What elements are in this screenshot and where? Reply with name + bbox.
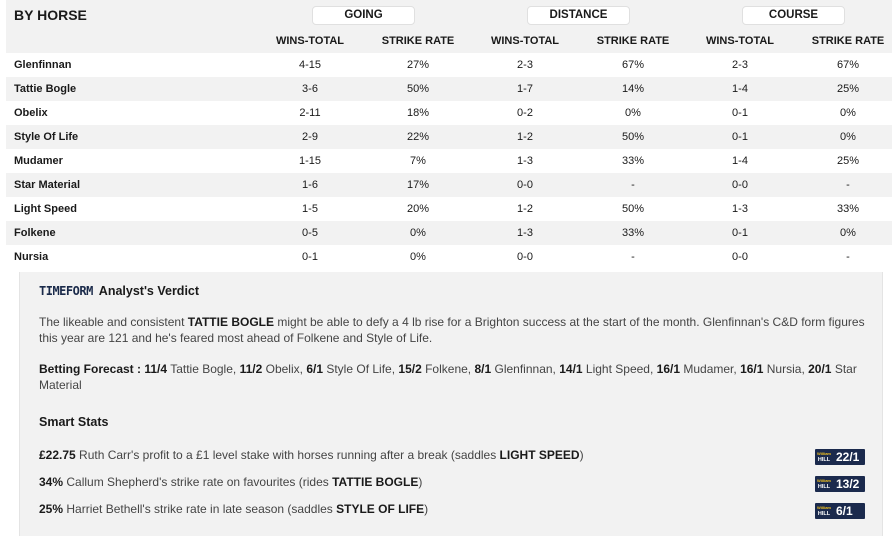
- verdict-text: The likeable and consistent TATTIE BOGLE might be able to defy a 4 lb rise for a Brighton success at the start of the month. Glenfinnan's C&D form figures this year are 121 and he's feared most ahead of Folkene and Style of Life.: [39, 315, 865, 345]
- table-row: [6, 125, 892, 149]
- smart-stat: 34% Callum Shepherd's strike rate on favourites (rides TATTIE BOGLE): [39, 475, 423, 489]
- table-cell: 0-0: [732, 251, 748, 263]
- table-row: [6, 173, 892, 197]
- table-cell: 33%: [621, 227, 645, 239]
- group-going: GOING: [312, 6, 415, 25]
- table-cell: 1-2: [517, 203, 533, 215]
- table-cell: 67%: [621, 59, 645, 71]
- table-cell: -: [846, 251, 850, 263]
- stat-horse: STYLE OF LIFE: [336, 502, 425, 516]
- table-row: [6, 149, 892, 173]
- table-cell: 0-5: [302, 227, 318, 239]
- table-cell: 0%: [625, 107, 641, 119]
- table-cell: 0%: [410, 227, 426, 239]
- col-going-wins: WINS-TOTAL: [275, 35, 345, 47]
- odds-value: 13/2: [836, 477, 860, 491]
- table-cell: 67%: [836, 59, 860, 71]
- horse-name[interactable]: Tattie Bogle: [14, 83, 77, 95]
- table-cell: 3-6: [302, 83, 318, 95]
- table-cell: 50%: [621, 203, 645, 215]
- table-cell: 1-3: [517, 155, 533, 167]
- table-cell: 14%: [621, 83, 645, 95]
- william-hill-logo-icon: William HILL: [817, 451, 831, 463]
- stat-value: 34%: [39, 475, 64, 489]
- odds-value: 22/1: [836, 450, 860, 464]
- william-hill-logo-icon: William HILL: [817, 478, 831, 490]
- table-cell: 18%: [406, 107, 430, 119]
- table-cell: 1-2: [517, 131, 533, 143]
- forecast-odds: 14/1: [559, 362, 583, 376]
- table-cell: 17%: [406, 179, 430, 191]
- table-row: [6, 197, 892, 221]
- horse-name[interactable]: Glenfinnan: [14, 59, 72, 71]
- table-cell: 50%: [406, 83, 430, 95]
- table-cell: 1-15: [298, 155, 322, 167]
- stat-horse: LIGHT SPEED: [499, 448, 580, 462]
- table-cell: 0-1: [302, 251, 318, 263]
- bookmaker-odds-button[interactable]: [815, 503, 865, 519]
- horse-name[interactable]: Style Of Life: [14, 131, 79, 143]
- table-cell: 0%: [840, 227, 856, 239]
- table-cell: 25%: [836, 155, 860, 167]
- verdict-title: Analyst's Verdict: [98, 284, 200, 298]
- horse-name[interactable]: Light Speed: [14, 203, 77, 215]
- col-course-wins: WINS-TOTAL: [705, 35, 775, 47]
- forecast-odds: 16/1: [656, 362, 681, 376]
- table-row: [6, 221, 892, 245]
- table-cell: 2-9: [302, 131, 318, 143]
- table-cell: 1-3: [517, 227, 533, 239]
- table-cell: 1-4: [732, 83, 748, 95]
- table-title: BY HORSE: [14, 7, 87, 23]
- forecast-label: Betting Forecast :: [39, 362, 142, 376]
- analyst-verdict-panel: [19, 272, 883, 536]
- table-cell: 22%: [406, 131, 430, 143]
- smart-stat: £22.75 Ruth Carr's profit to a £1 level stake with horses running after a break (saddles LIGHT SPEED): [39, 448, 584, 462]
- table-cell: 0-1: [732, 107, 748, 119]
- table-cell: 33%: [836, 203, 860, 215]
- stat-value: £22.75: [39, 448, 76, 462]
- table-cell: 0-0: [732, 179, 748, 191]
- group-distance: DISTANCE: [527, 6, 630, 25]
- forecast-odds: 11/4: [144, 362, 168, 376]
- forecast-horse: Light Speed: [585, 362, 650, 376]
- forecast-odds: 6/1: [306, 362, 323, 376]
- betting-forecast: Betting Forecast : 11/4 Tattie Bogle, 11/2 Obelix, 6/1 Style Of Life, 15/2 Folkene, 8/1 Glenfinnan, 14/1 Light Speed, 16/1 Mudamer, 16/1 Nursia, 20/1 Star Material: [39, 362, 857, 392]
- bookmaker-odds-button[interactable]: [815, 449, 865, 465]
- table-cell: -: [631, 251, 635, 263]
- forecast-horse: Mudamer: [683, 362, 734, 376]
- verdict-header: [39, 284, 199, 298]
- col-distance-strike: STRIKE RATE: [596, 35, 670, 47]
- table-cell: 25%: [836, 83, 860, 95]
- table-cell: 0-0: [517, 251, 533, 263]
- stat-value: 25%: [39, 502, 64, 516]
- table-row: [6, 101, 892, 125]
- forecast-horse: Obelix: [265, 362, 300, 376]
- forecast-horse: Folkene: [425, 362, 468, 376]
- table-cell: 27%: [406, 59, 430, 71]
- table-cell: 20%: [406, 203, 430, 215]
- col-distance-wins: WINS-TOTAL: [490, 35, 560, 47]
- table-row: [6, 53, 892, 77]
- table-cell: 4-15: [298, 59, 322, 71]
- forecast-horse: Star Material: [39, 362, 857, 392]
- table-group-header: [6, 0, 892, 33]
- smart-stat: 25% Harriet Bethell's strike rate in late season (saddles STYLE OF LIFE): [39, 502, 429, 516]
- table-cell: 1-5: [302, 203, 318, 215]
- group-course: COURSE: [742, 6, 845, 25]
- timeform-logo: TIMEFORM: [39, 284, 93, 298]
- table-cell: 0-1: [732, 131, 748, 143]
- table-cell: 7%: [410, 155, 426, 167]
- table-cell: 1-6: [302, 179, 318, 191]
- forecast-odds: 15/2: [398, 362, 422, 376]
- table-cell: 0%: [840, 107, 856, 119]
- smart-stats-title: Smart Stats: [39, 415, 109, 429]
- forecast-horse: Style Of Life: [326, 362, 392, 376]
- table-cell: 0-0: [517, 179, 533, 191]
- table-cell: 50%: [621, 131, 645, 143]
- forecast-odds: 20/1: [808, 362, 832, 376]
- horse-name[interactable]: Obelix: [14, 107, 48, 119]
- by-horse-table: [6, 0, 892, 269]
- forecast-horse: Nursia: [766, 362, 802, 376]
- william-hill-logo-icon: William HILL: [817, 505, 831, 517]
- verdict-horse: TATTIE BOGLE: [187, 315, 274, 329]
- forecast-odds: 11/2: [239, 362, 263, 376]
- forecast-odds: 8/1: [474, 362, 492, 376]
- table-cell: -: [846, 179, 850, 191]
- horse-name[interactable]: Folkene: [14, 227, 56, 239]
- table-row: [6, 77, 892, 101]
- horse-name[interactable]: Nursia: [14, 251, 49, 263]
- table-cell: 2-3: [517, 59, 533, 71]
- table-cell: 1-7: [517, 83, 533, 95]
- bookmaker-odds-button[interactable]: [815, 476, 865, 492]
- forecast-horse: Glenfinnan: [494, 362, 553, 376]
- table-cell: 0-1: [732, 227, 748, 239]
- odds-value: 6/1: [836, 504, 853, 518]
- table-cell: -: [631, 179, 635, 191]
- table-cell: 1-3: [732, 203, 748, 215]
- table-cell: 0%: [840, 131, 856, 143]
- col-course-strike: STRIKE RATE: [811, 35, 885, 47]
- stat-horse: TATTIE BOGLE: [332, 475, 419, 489]
- col-going-strike: STRIKE RATE: [381, 35, 455, 47]
- table-cell: 33%: [621, 155, 645, 167]
- table-row: [6, 245, 892, 269]
- table-cell: 1-4: [732, 155, 748, 167]
- horse-name[interactable]: Mudamer: [14, 155, 63, 167]
- table-column-header: [6, 33, 892, 53]
- table-cell: 2-11: [299, 107, 321, 119]
- table-cell: 0%: [410, 251, 426, 263]
- forecast-odds: 16/1: [740, 362, 764, 376]
- forecast-horse: Tattie Bogle: [170, 362, 233, 376]
- table-cell: 0-2: [517, 107, 533, 119]
- horse-name[interactable]: Star Material: [14, 179, 81, 191]
- table-cell: 2-3: [732, 59, 748, 71]
